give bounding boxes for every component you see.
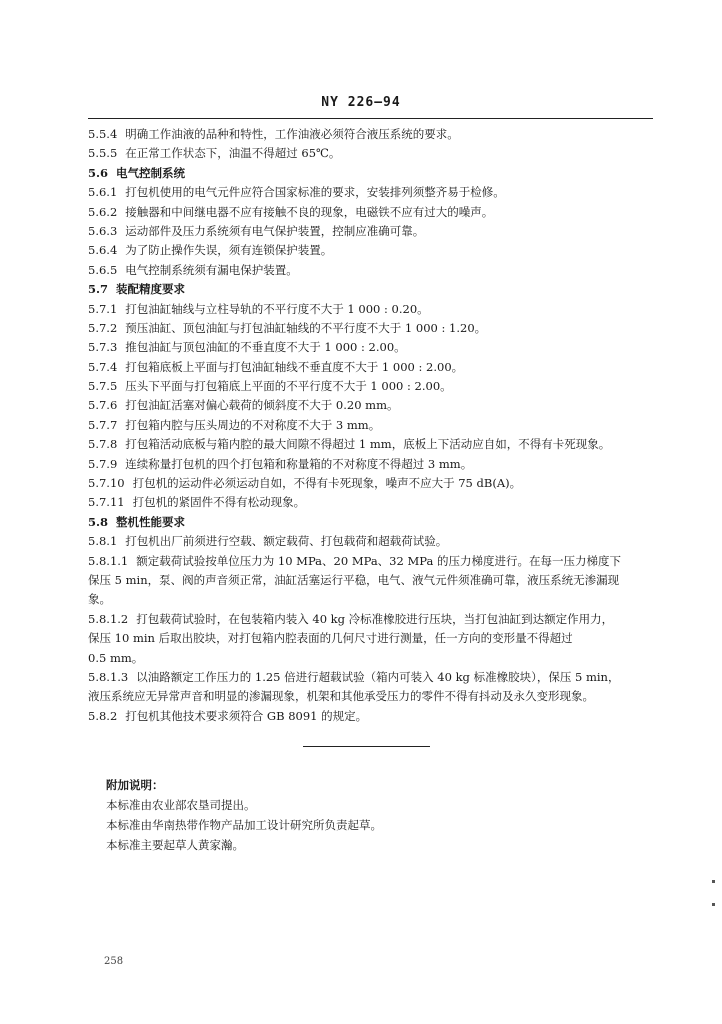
clause-text: 打包油缸轴线与立柱导轨的不平行度不大于 1 000 : 0.20。 [125, 301, 429, 316]
clause-line [88, 435, 653, 454]
clause-line [88, 590, 653, 609]
clause-text: 运动部件及压力系统须有电气保护装置，控制应准确可靠。 [125, 223, 425, 238]
clause-line [88, 222, 653, 241]
clause-text: 象。 [88, 592, 111, 607]
clause-list [88, 125, 653, 726]
clause-text: 打包机出厂前须进行空载、额定载荷、打包载荷和超载荷试验。 [125, 534, 448, 549]
section-heading [88, 280, 653, 299]
clause-line [88, 300, 653, 319]
clause-line [88, 338, 653, 357]
clause-text: 保压 5 min，泵、阀的声音须正常，油缸活塞运行平稳，电气、液气元件须准确可靠，液压系统无渗漏现 [88, 572, 620, 587]
standard-code: NY 226—94 [321, 95, 401, 110]
clause-text: 保压 10 min 后取出胶块，对打包箱内腔表面的几何尺寸进行测量，任一方向的变形量不得超过 [88, 631, 573, 646]
scan-mark [712, 880, 715, 883]
clause-text: 额定载荷试验按单位压力为 10 MPa、20 MPa、32 MPa 的压力梯度进行。在每一压力梯度下 [136, 553, 621, 568]
clause-number: 5.8 [88, 514, 109, 529]
clause-number: 5.8.1.3 [88, 669, 129, 684]
clause-text: 电气控制系统 [116, 165, 186, 180]
clause-text: 压头下平面与打包箱底上平面的不平行度不大于 1 000 : 2.00。 [125, 379, 452, 394]
clause-text: 连续称量打包机的四个打包箱和称量箱的不对称度不得超过 3 mm。 [125, 456, 473, 471]
clause-text: 在正常工作状态下，油温不得超过 65℃。 [125, 146, 341, 161]
clause-line [88, 571, 653, 590]
clause-line [88, 377, 653, 396]
clause-number: 5.7.4 [88, 359, 118, 374]
clause-line [88, 493, 653, 512]
clause-line [88, 319, 653, 338]
clause-number: 5.7.6 [88, 398, 118, 413]
appendix [106, 775, 606, 855]
clause-line [88, 629, 653, 648]
clause-text: 电气控制系统须有漏电保护装置。 [125, 262, 298, 277]
scan-mark [712, 903, 715, 906]
clause-number: 5.7.5 [88, 379, 118, 394]
clause-number: 5.6 [88, 165, 109, 180]
clause-text: 打包机的运动件必须运动自如，不得有卡死现象，噪声不应大于 75 dB(A)。 [132, 476, 522, 491]
clause-line [88, 552, 653, 571]
clause-number: 5.8.1 [88, 534, 118, 549]
clause-line [88, 474, 653, 493]
clause-line [88, 144, 653, 163]
clause-line [88, 261, 653, 280]
clause-number: 5.7.7 [88, 417, 118, 432]
clause-text: 接触器和中间继电器不应有接触不良的现象，电磁铁不应有过大的噪声。 [125, 204, 494, 219]
clause-line [88, 668, 653, 687]
clause-number: 5.6.5 [88, 262, 118, 277]
clause-number: 5.7.1 [88, 301, 118, 316]
clause-text: 打包机使用的电气元件应符合国家标准的要求，安装排列须整齐易于检修。 [125, 185, 505, 200]
clause-number: 5.5.5 [88, 146, 118, 161]
end-rule [303, 746, 430, 747]
clause-text: 为了防止操作失误，须有连锁保护装置。 [125, 243, 333, 258]
section-heading [88, 164, 653, 183]
clause-text: 明确工作油液的品种和特性，工作油液必须符合液压系统的要求。 [125, 127, 459, 141]
clause-number: 5.8.1.1 [88, 553, 129, 568]
appendix-title: 附加说明： [106, 778, 164, 792]
clause-line [88, 125, 653, 144]
clause-number: 5.7.2 [88, 320, 118, 335]
clause-number: 5.8.1.2 [88, 611, 129, 626]
clause-number: 5.7 [88, 282, 109, 297]
clause-line [88, 358, 653, 377]
clause-text: 装配精度要求 [116, 282, 186, 297]
clause-text: 打包载荷试验时，在包装箱内装入 40 kg 冷标准橡胶进行压块，当打包油缸到达额定作用力， [136, 611, 614, 626]
clause-number: 5.7.11 [88, 495, 125, 510]
header-rule [88, 118, 653, 119]
clause-text: 以油路额定工作压力的 1.25 倍进行超载试验（箱内可装入 40 kg 标准橡胶块），保压 5 min， [136, 669, 620, 684]
clause-line [88, 396, 653, 415]
clause-text: 打包油缸活塞对偏心载荷的倾斜度不大于 0.20 mm。 [125, 398, 399, 413]
clause-line [88, 707, 653, 726]
appendix-line: 本标准由华南热带作物产品加工设计研究所负责起草。 [106, 818, 382, 832]
appendix-line: 本标准由农业部农垦司提出。 [106, 798, 256, 812]
clause-number: 5.7.8 [88, 437, 118, 452]
clause-text: 打包机的紧固件不得有松动现象。 [132, 495, 306, 510]
clause-number: 5.5.4 [88, 127, 118, 141]
clause-text: 打包箱内腔与压头周边的不对称度不大于 3 mm。 [125, 417, 381, 432]
clause-text: 预压油缸、顶包油缸与打包油缸轴线的不平行度不大于 1 000 : 1.20。 [125, 320, 487, 335]
clause-line [88, 532, 653, 551]
clause-text: 打包机其他技术要求须符合 GB 8091 的规定。 [125, 708, 368, 723]
clause-number: 5.6.4 [88, 243, 118, 258]
section-heading [88, 513, 653, 532]
clause-number: 5.7.10 [88, 476, 125, 491]
page-number: 258 [104, 956, 124, 967]
clause-number: 5.7.9 [88, 456, 118, 471]
clause-text: 液压系统应无异常声音和明显的渗漏现象，机架和其他承受压力的零件不得有抖动及永久变形现象。 [88, 689, 594, 704]
clause-line [88, 687, 653, 706]
clause-line [88, 610, 653, 629]
clause-number: 5.8.2 [88, 708, 118, 723]
clause-line [88, 649, 653, 668]
clause-text: 打包箱底板上平面与打包油缸轴线不垂直度不大于 1 000 : 2.00。 [125, 359, 464, 374]
clause-number: 5.6.3 [88, 223, 118, 238]
clause-text: 0.5 mm。 [88, 650, 144, 665]
clause-number: 5.6.1 [88, 185, 118, 200]
appendix-line: 本标准主要起草人黄家瀚。 [106, 838, 244, 852]
clause-text: 推包油缸与顶包油缸的不垂直度不大于 1 000 : 2.00。 [125, 340, 406, 355]
clause-line [88, 416, 653, 435]
clause-number: 5.7.3 [88, 340, 118, 355]
clause-text: 整机性能要求 [116, 514, 186, 529]
clause-text: 打包箱活动底板与箱内腔的最大间隙不得超过 1 mm，底板上下活动应自如，不得有卡死现象。 [125, 437, 611, 452]
clause-line [88, 183, 653, 202]
clause-number: 5.6.2 [88, 204, 118, 219]
clause-line [88, 203, 653, 222]
clause-line [88, 455, 653, 474]
clause-line [88, 241, 653, 260]
